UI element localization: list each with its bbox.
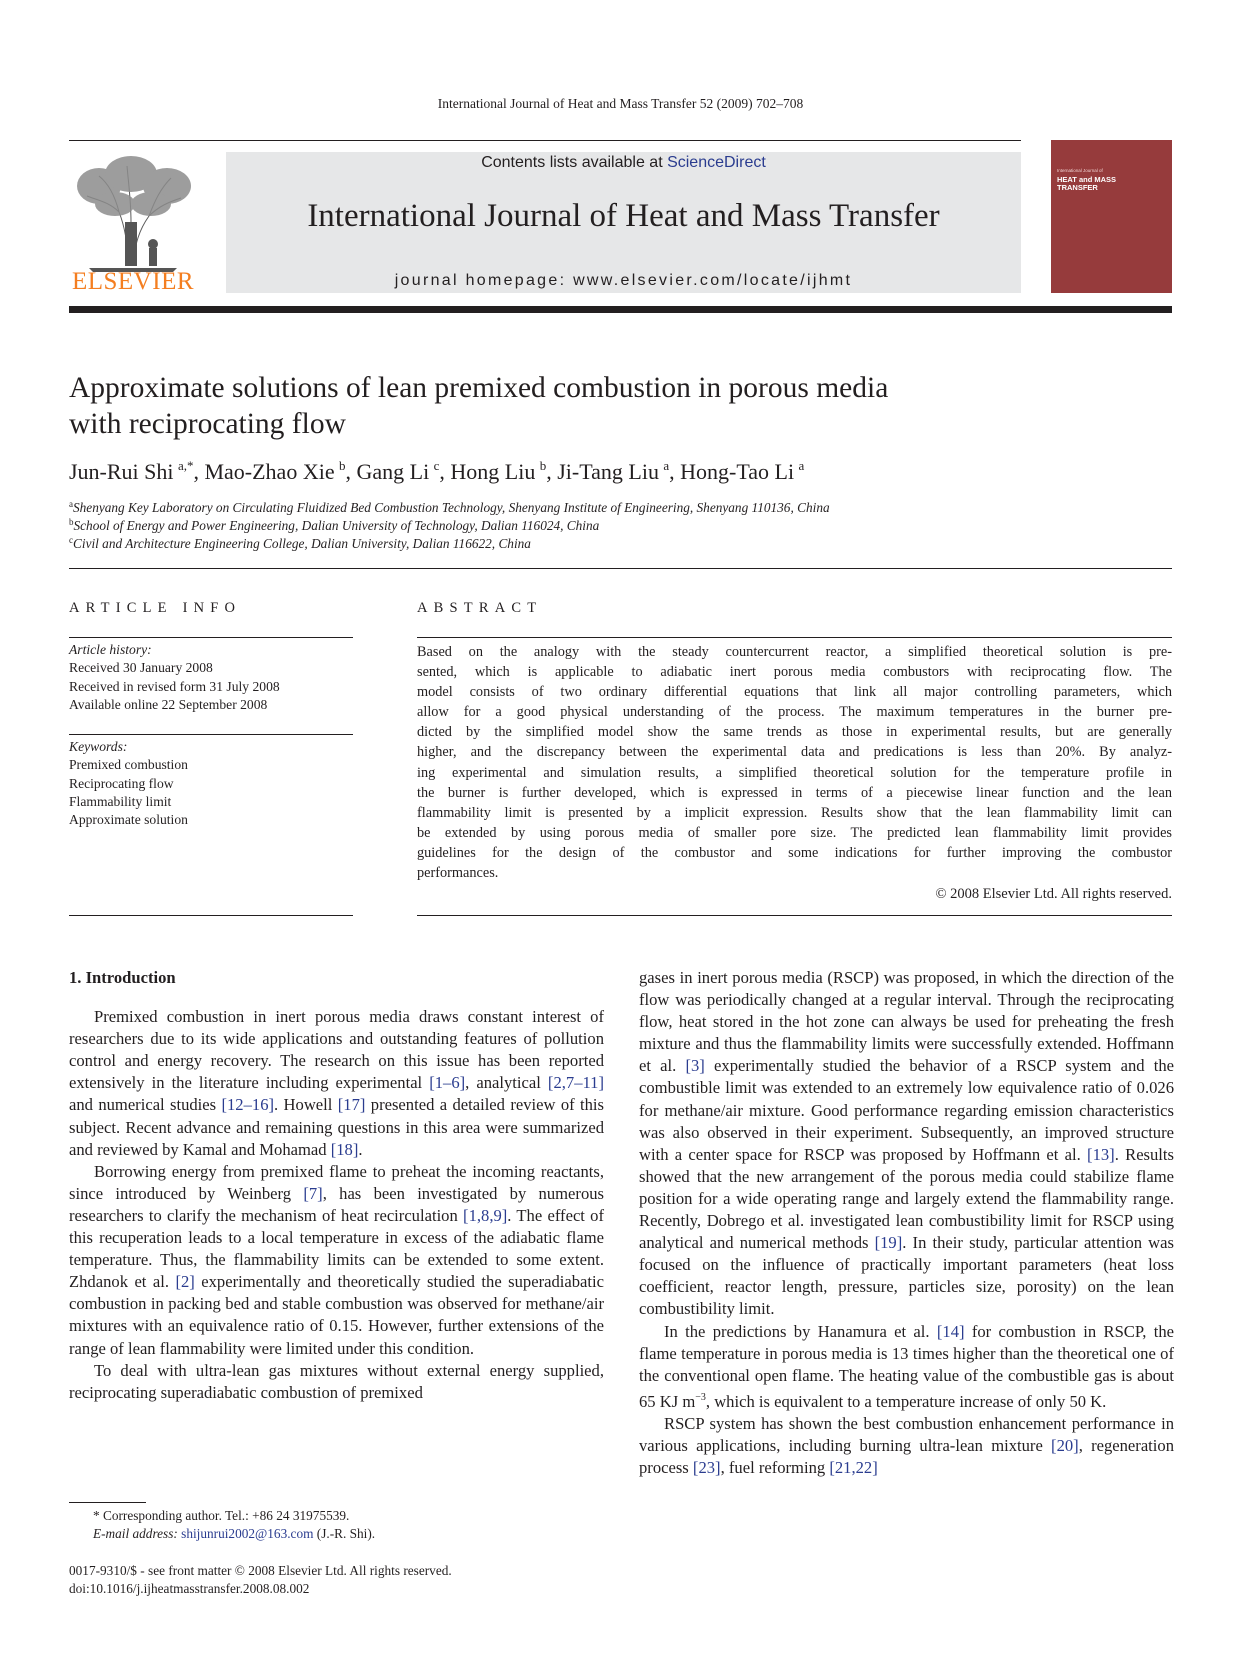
abstract-copyright: © 2008 Elsevier Ltd. All rights reserved.	[935, 886, 1172, 902]
text-run: gases in inert porous media (RSCP) was proposed, in which the direction of the flow was periodically changed at a regular interval. Through the reciprocating flow, heat stored in the hot zone can always be used for preheating the fresh mixture and thus the flammability limits were successfully extended. Hoffmann et al.	[639, 968, 1174, 1076]
body-paragraph	[69, 1161, 604, 1360]
journal-cover-thumbnail	[1051, 140, 1172, 293]
citation-link[interactable]: [12–16]	[221, 1095, 275, 1115]
section-heading: 1. Introduction	[69, 968, 176, 987]
text-run: presented a detailed review of this subject. Recent advance and remaining questions in this area were summarized and reviewed by Kamal and Mohamad	[69, 1095, 605, 1159]
contents-line	[226, 154, 1021, 172]
text-run: . Results showed that the new arrangement of the porous media could stabilize flame position for a wide operating range and largely extend the flammability range. Recently, Dobrego et al. investigated lean combustibility limit for RSCP using analytical and numerical methods	[639, 1144, 1174, 1253]
cover-title	[1057, 176, 1116, 192]
abstract-line: ing experimental and simulation results, a simplified theoretical solution for the temperature profile in	[417, 764, 1172, 781]
citation-link[interactable]: [7]	[303, 1183, 323, 1203]
abstract-line: guidelines for the design of the combustor and some indications for further improving the combustor	[417, 844, 1172, 861]
email-suffix: (J.-R. Shi).	[313, 1526, 376, 1542]
author-separator: ,	[345, 459, 357, 484]
author-affiliation-mark: a,*	[177, 458, 194, 473]
abstract-text	[417, 642, 1172, 883]
abstract-line: model consists of two ordinary differential equations that link all major controlling parameters, which	[417, 684, 1172, 701]
author-separator: ,	[546, 459, 558, 484]
author-affiliation-mark: a	[798, 458, 805, 473]
citation-link[interactable]: [1–6]	[429, 1073, 466, 1093]
email-label: E-mail address:	[93, 1526, 178, 1542]
citation-link[interactable]: [21,22]	[829, 1458, 878, 1478]
title-line-2: with reciprocating flow	[69, 408, 346, 440]
info-rule	[69, 734, 353, 735]
title-line-1: Approximate solutions of lean premixed combustion in porous media	[69, 372, 889, 404]
article-title	[69, 370, 1069, 442]
citation-link[interactable]: [18]	[330, 1139, 359, 1159]
author-name: Ji-Tang Liu	[557, 459, 659, 484]
keyword-item: Approximate solution	[69, 812, 188, 828]
info-rule	[69, 915, 353, 916]
text-run: for combustion in RSCP, the flame temperature in porous media is 13 times higher than the theoretical one of the conventional open flame. The heating value of the combustible gas is about 65 KJ m	[639, 1321, 1174, 1411]
citation-link[interactable]: [13]	[1087, 1144, 1115, 1164]
author-name: Hong Liu	[450, 459, 536, 484]
cover-small-text: International Journal of	[1057, 168, 1103, 173]
citation-link[interactable]: [14]	[936, 1321, 965, 1341]
text-run: . In their study, particular attention was focused on the influence of practically important parameters (heat loss coefficient, reactor length, pressure, particles size, porosity) on the lean combustibility limit.	[639, 1233, 1174, 1319]
abstract-line: Based on the analogy with the steady countercurrent reactor, a simplified theoretical solution is pre-	[417, 644, 1172, 660]
keyword-item: Flammability limit	[69, 793, 172, 809]
citation-link[interactable]: [19]	[874, 1233, 903, 1253]
text-run: , analytical	[465, 1073, 548, 1093]
affiliation-text: School of Energy and Power Engineering, Dalian University of Technology, Dalian 116024, China	[73, 518, 600, 533]
header-thick-rule	[69, 306, 1172, 313]
citation-link[interactable]: [3]	[685, 1056, 705, 1076]
journal-title: International Journal of Heat and Mass Transfer	[307, 198, 940, 234]
affiliation-mark: b	[69, 517, 74, 527]
abstract-rule	[417, 915, 1172, 916]
abstract-line: be extended by using porous media of smaller pore size. The predicted lean flammability limit provides	[417, 824, 1172, 841]
keyword-item: Premixed combustion	[69, 757, 188, 773]
author-name: Hong-Tao Li	[680, 459, 795, 484]
body-paragraph	[639, 1413, 1174, 1479]
text-run: , which is equivalent to a temperature increase of only 50 K.	[705, 1391, 1107, 1411]
author-email-link[interactable]: shijunrui2002@163.com	[181, 1526, 314, 1542]
affiliation-c	[69, 535, 1172, 552]
text-run: RSCP system has shown the best combustion enhancement performance in various applications, including burning ultra-lean mixture	[639, 1413, 1174, 1455]
text-run: , has been investigated by numerous researchers to clarify the mechanism of heat recirculation	[69, 1183, 605, 1225]
corresponding-author-footnote	[69, 1507, 609, 1544]
history-label: Article history:	[69, 642, 152, 657]
text-run: In the predictions by Hanamura et al.	[664, 1321, 937, 1341]
author-affiliation-mark: a	[663, 458, 670, 473]
abstract-heading: ABSTRACT	[417, 600, 543, 616]
affiliation-a	[69, 499, 1172, 516]
citation-link[interactable]: [2,7–11]	[547, 1073, 604, 1093]
body-paragraph	[69, 1006, 604, 1161]
abstract-line: performances.	[417, 865, 499, 882]
history-received: Received 30 January 2008	[69, 660, 213, 676]
author-list	[69, 458, 1172, 485]
text-run: To deal with ultra-lean gas mixtures without external energy supplied, reciprocating superadiabatic combustion of premixed	[69, 1360, 604, 1402]
affiliation-mark: c	[69, 535, 73, 545]
elsevier-wordmark: ELSEVIER	[71, 268, 195, 295]
keywords	[69, 738, 353, 829]
text-run: .	[358, 1139, 363, 1159]
history-online: Available online 22 September 2008	[69, 696, 268, 712]
text-run: , fuel reforming	[720, 1458, 830, 1478]
author-name: Gang Li	[356, 459, 430, 484]
abstract-rule	[417, 637, 1172, 638]
body-column-right	[639, 967, 1174, 1479]
citation-link[interactable]: [1,8,9]	[463, 1205, 508, 1225]
footnote-mark: *	[93, 1508, 100, 1523]
abstract-line: flammability limit is presented by a implicit expression. Results show that the lean flammability limit can	[417, 804, 1172, 821]
body-paragraph	[639, 967, 1174, 1321]
doi-line: doi:10.1016/j.ijheatmasstransfer.2008.08.002	[69, 1581, 310, 1597]
body-column-left	[69, 967, 604, 1404]
text-run: experimentally studied the behavior of a RSCP system and the combustible limit was extended to an extremely low equivalence ratio of 0.026 for methane/air mixture. Good performance regarding emission characteristics was also observed in their experiment. Subsequently, an improved structure with a center space for RSCP was proposed by Hoffmann et al.	[639, 1056, 1174, 1164]
info-rule	[69, 637, 353, 638]
affiliation-mark: a	[69, 499, 73, 509]
history-revised: Received in revised form 31 July 2008	[69, 678, 280, 694]
abstract-line: allow for a good physical understanding of the process. The maximum temperatures in the burner pre-	[417, 704, 1172, 721]
body-paragraph	[69, 1360, 604, 1404]
superscript: −3	[695, 1391, 706, 1403]
citation-link[interactable]: [2]	[175, 1272, 195, 1292]
text-run: Premixed combustion in inert porous media draws constant interest of researchers due to its wide applications and outstanding features of pollution control and energy recovery. The research on this issue has been reported extensively in the literature including experimental	[69, 1007, 604, 1093]
cover-title-line-1: HEAT and MASS	[1057, 175, 1117, 184]
keyword-item: Reciprocating flow	[69, 775, 174, 791]
footnote-corresponding: Corresponding author. Tel.: +86 24 31975539.	[102, 1508, 350, 1523]
keywords-label: Keywords:	[69, 739, 128, 754]
author-name: Mao-Zhao Xie	[204, 459, 335, 484]
affiliation-rule	[69, 568, 1172, 569]
author-separator: ,	[439, 459, 451, 484]
author-affiliation-mark: c	[433, 458, 440, 473]
affiliation-text: Shenyang Key Laboratory on Circulating Fluidized Bed Combustion Technology, Shenyang Institute of Engineering, Shenyang 110136, China	[73, 500, 830, 515]
cover-title-line-2: TRANSFER	[1057, 183, 1098, 192]
author-affiliation-mark: b	[339, 458, 346, 473]
citation-link[interactable]: [20]	[1051, 1435, 1079, 1455]
article-history	[69, 641, 353, 714]
left-paragraphs	[69, 1006, 604, 1404]
citation-link[interactable]: [17]	[337, 1095, 366, 1115]
text-run: . The effect of this recuperation leads to a local temperature in excess of the adiabatic flame temperature. Thus, the flammability limits can be extended to some extent. Zhdanok et al.	[69, 1205, 604, 1292]
front-matter-info	[69, 1562, 669, 1599]
abstract-line: the burner is further developed, which is expressed in terms of a piecewise linear function and the lean	[417, 784, 1172, 801]
text-run: , regeneration process	[639, 1435, 1175, 1478]
text-run: experimentally and theoretically studied the superadiabatic combustion in packing bed and stable combustion was observed for methane/air mixtures with an equivalence ratio of 0.15. However, further extensions of the range of lean flammability were limited under this condition.	[69, 1272, 604, 1358]
body-paragraph	[639, 1321, 1174, 1413]
journal-homepage-link[interactable]: journal homepage: www.elsevier.com/locate/ijhmt	[394, 272, 853, 289]
abstract-line: dicted by the simplified model show the same trends as those in experimental results, but are generally	[417, 724, 1172, 741]
citation-link[interactable]: [23]	[692, 1458, 721, 1478]
affiliation-b	[69, 517, 1172, 534]
abstract-line: higher, and the discrepancy between the experimental data and predications is less than 20%. By analyz-	[417, 744, 1172, 761]
author-affiliation-mark: b	[539, 458, 547, 473]
author-name: Jun-Rui Shi	[69, 459, 174, 484]
text-run: . Howell	[274, 1095, 338, 1115]
sciencedirect-link[interactable]: ScienceDirect	[667, 154, 766, 171]
text-run: Borrowing energy from premixed flame to preheat the incoming reactants, since introduced by Weinberg	[69, 1161, 604, 1203]
running-head: International Journal of Heat and Mass Transfer 52 (2009) 702–708	[437, 96, 804, 111]
article-info-heading: ARTICLE INFO	[69, 600, 242, 616]
author-separator: ,	[193, 459, 205, 484]
contents-prefix: Contents lists available at	[481, 154, 668, 171]
text-run: and numerical studies	[69, 1095, 222, 1115]
affiliation-text: Civil and Architecture Engineering College, Dalian University, Dalian 116622, China	[73, 536, 531, 551]
header-rule	[69, 140, 1021, 141]
issn-line: 0017-9310/$ - see front matter © 2008 Elsevier Ltd. All rights reserved.	[69, 1563, 452, 1578]
abstract-line: sented, which is applicable to adiabatic inert porous media combustors with reciprocating flow. The	[417, 664, 1172, 681]
author-separator: ,	[669, 459, 681, 484]
footnote-rule	[69, 1502, 146, 1503]
